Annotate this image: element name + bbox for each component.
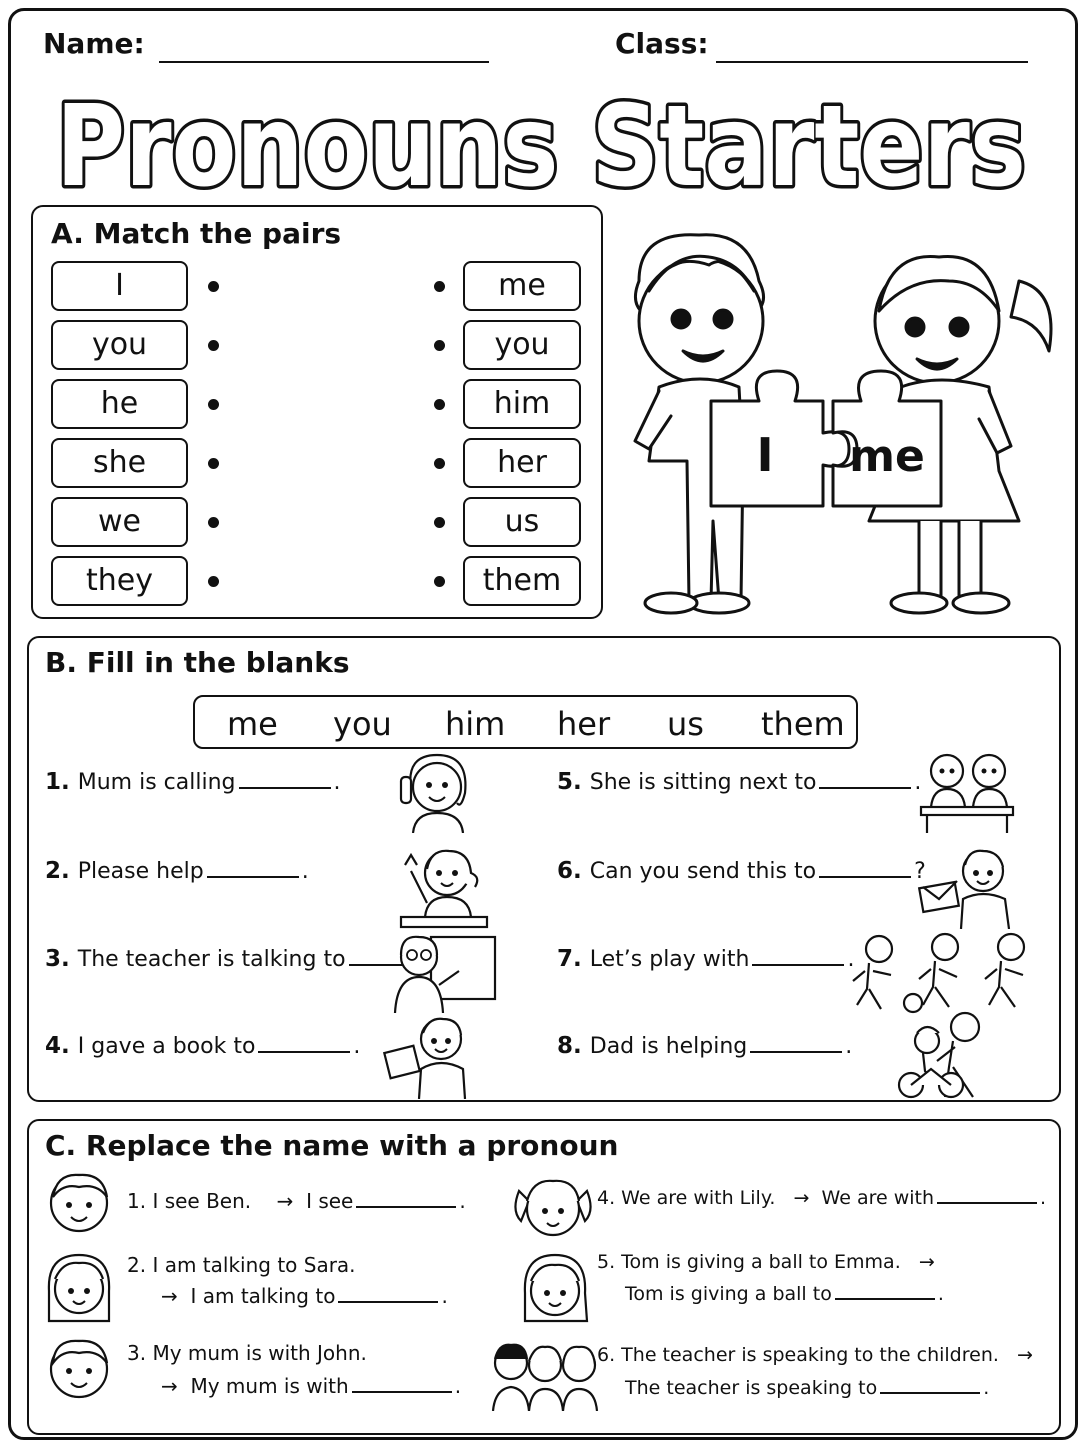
- name-field[interactable]: [159, 61, 489, 63]
- children-group-icon: [491, 1337, 599, 1411]
- replace-end: .: [1040, 1187, 1047, 1209]
- section-b-heading: B. Fill in the blanks: [45, 646, 350, 679]
- boy-envelope-illustration: [917, 845, 1017, 929]
- match-right-item[interactable]: you: [463, 320, 581, 370]
- girls-bench-illustration: [917, 747, 1017, 835]
- mum-phone-illustration: [391, 749, 481, 833]
- worksheet-page: [8, 8, 1078, 1440]
- replace-stem: My mum is with: [190, 1374, 349, 1398]
- question-text: I gave a book to: [77, 1034, 256, 1059]
- kids-puzzle-illustration: [619, 221, 1059, 621]
- arrow-icon: →: [161, 1284, 178, 1308]
- question-end: .: [353, 1034, 361, 1059]
- arrow-icon: →: [276, 1189, 294, 1213]
- page-title: [41, 73, 1041, 213]
- replace-end: .: [441, 1284, 448, 1308]
- word-bank-item: her: [557, 705, 611, 743]
- word-bank-item: me: [227, 705, 278, 743]
- replace-sentence: 1. I see Ben.: [127, 1189, 252, 1213]
- answer-blank[interactable]: [239, 787, 331, 789]
- question-text: The teacher is talking to: [77, 947, 346, 972]
- question-text: Can you send this to: [589, 859, 817, 884]
- answer-blank[interactable]: [752, 964, 844, 966]
- fill-question: [45, 1033, 360, 1059]
- question-number: 3.: [45, 946, 70, 972]
- replace-item: [597, 1344, 1033, 1366]
- word-bank-item: them: [761, 705, 845, 743]
- arrow-icon: →: [1017, 1344, 1033, 1366]
- match-left-dot[interactable]: [208, 517, 219, 528]
- question-text: Let’s play with: [589, 947, 750, 972]
- fill-question: [557, 946, 854, 972]
- class-field[interactable]: [716, 61, 1028, 63]
- replace-end: .: [983, 1377, 990, 1399]
- question-number: 2.: [45, 858, 70, 884]
- answer-blank[interactable]: [880, 1392, 980, 1394]
- match-left-dot[interactable]: [208, 281, 219, 292]
- match-left-item[interactable]: they: [51, 556, 188, 606]
- answer-blank[interactable]: [835, 1298, 935, 1300]
- fill-question: [45, 769, 341, 795]
- arrow-icon: →: [918, 1251, 935, 1273]
- dad-bike-illustration: [893, 1011, 1019, 1099]
- question-number: 8.: [557, 1033, 582, 1059]
- section-a-heading: A. Match the pairs: [51, 217, 342, 250]
- replace-sentence: 2. I am talking to Sara.: [127, 1253, 356, 1277]
- replace-sentence: 6. The teacher is speaking to the children.: [597, 1344, 999, 1366]
- replace-stem: Tom is giving a ball to: [625, 1283, 832, 1305]
- puzzle-right-word: me: [849, 431, 925, 482]
- match-left-item[interactable]: we: [51, 497, 188, 547]
- question-end: .: [845, 1034, 853, 1059]
- question-text: Mum is calling: [77, 770, 236, 795]
- section-c-heading: C. Replace the name with a pronoun: [45, 1129, 619, 1162]
- puzzle-left-word: I: [756, 428, 774, 482]
- answer-blank[interactable]: [356, 1206, 456, 1208]
- match-right-item[interactable]: me: [463, 261, 581, 311]
- replace-end: .: [454, 1374, 462, 1398]
- question-end: .: [914, 770, 922, 795]
- question-end: .: [301, 859, 309, 884]
- answer-blank[interactable]: [338, 1301, 438, 1303]
- answer-blank[interactable]: [352, 1391, 452, 1393]
- class-label: Class:: [615, 27, 709, 60]
- question-number: 5.: [557, 769, 582, 795]
- girl-waving-illustration: [391, 843, 491, 931]
- replace-end: .: [937, 1283, 944, 1305]
- replace-item: [625, 1283, 944, 1305]
- question-end: .: [847, 947, 855, 972]
- question-end: ?: [914, 859, 926, 884]
- girl-face-icon: [517, 1251, 593, 1327]
- girl-pigtails-face-icon: [511, 1171, 595, 1243]
- replace-stem: The teacher is speaking to: [625, 1377, 878, 1399]
- match-right-item[interactable]: us: [463, 497, 581, 547]
- replace-item: [127, 1189, 466, 1213]
- replace-sentence: 3. My mum is with John.: [127, 1341, 367, 1365]
- teacher-board-illustration: [387, 931, 499, 1013]
- fill-question: [557, 769, 921, 795]
- boy-face-icon: [45, 1169, 113, 1241]
- kids-playing-illustration: [851, 931, 1037, 1015]
- match-left-item[interactable]: you: [51, 320, 188, 370]
- replace-sentence: 4. We are with Lily.: [597, 1187, 776, 1209]
- replace-item: [625, 1377, 989, 1399]
- match-left-item[interactable]: she: [51, 438, 188, 488]
- replace-stem: We are with: [821, 1187, 935, 1209]
- match-right-dot[interactable]: [434, 281, 445, 292]
- section-a-box: [31, 205, 603, 619]
- question-number: 7.: [557, 946, 582, 972]
- question-number: 4.: [45, 1033, 70, 1059]
- word-bank: [193, 695, 858, 749]
- page-title-text: Pronouns Starters: [56, 82, 1026, 212]
- replace-item: [597, 1251, 935, 1273]
- answer-blank[interactable]: [819, 876, 911, 878]
- match-right-dot[interactable]: [434, 517, 445, 528]
- match-left-dot[interactable]: [208, 576, 219, 587]
- girl-face-icon: [43, 1251, 115, 1327]
- replace-item: [161, 1374, 461, 1398]
- question-number: 1.: [45, 769, 70, 795]
- match-right-dot[interactable]: [434, 458, 445, 469]
- boy-face-icon: [45, 1333, 113, 1405]
- word-bank-item: you: [333, 705, 392, 743]
- match-left-dot[interactable]: [208, 399, 219, 410]
- answer-blank[interactable]: [937, 1202, 1037, 1204]
- match-right-dot[interactable]: [434, 576, 445, 587]
- arrow-icon: →: [793, 1187, 810, 1209]
- name-label: Name:: [43, 27, 145, 60]
- replace-stem: I see: [306, 1189, 354, 1213]
- replace-stem: I am talking to: [190, 1284, 336, 1308]
- fill-question: [557, 858, 926, 884]
- fill-question: [557, 1033, 852, 1059]
- arrow-icon: →: [161, 1374, 178, 1398]
- replace-item: [597, 1187, 1046, 1209]
- answer-blank[interactable]: [207, 876, 299, 878]
- question-text: She is sitting next to: [589, 770, 817, 795]
- word-bank-item: him: [445, 705, 506, 743]
- question-text: Please help: [77, 859, 204, 884]
- match-left-item[interactable]: I: [51, 261, 188, 311]
- replace-sentence: 5. Tom is giving a ball to Emma.: [597, 1251, 901, 1273]
- match-right-item[interactable]: him: [463, 379, 581, 429]
- match-left-dot[interactable]: [208, 458, 219, 469]
- match-left-item[interactable]: he: [51, 379, 188, 429]
- question-text: Dad is helping: [589, 1034, 748, 1059]
- match-right-item[interactable]: her: [463, 438, 581, 488]
- replace-end: .: [459, 1189, 466, 1213]
- question-end: .: [333, 770, 341, 795]
- answer-blank[interactable]: [819, 787, 911, 789]
- match-right-item[interactable]: them: [463, 556, 581, 606]
- question-number: 6.: [557, 858, 582, 884]
- word-bank-item: us: [667, 705, 704, 743]
- replace-item: [161, 1284, 448, 1308]
- match-left-dot[interactable]: [208, 340, 219, 351]
- match-right-dot[interactable]: [434, 399, 445, 410]
- fill-question: [45, 858, 309, 884]
- match-right-dot[interactable]: [434, 340, 445, 351]
- answer-blank[interactable]: [258, 1051, 350, 1053]
- boy-book-illustration: [383, 1013, 475, 1099]
- answer-blank[interactable]: [750, 1051, 842, 1053]
